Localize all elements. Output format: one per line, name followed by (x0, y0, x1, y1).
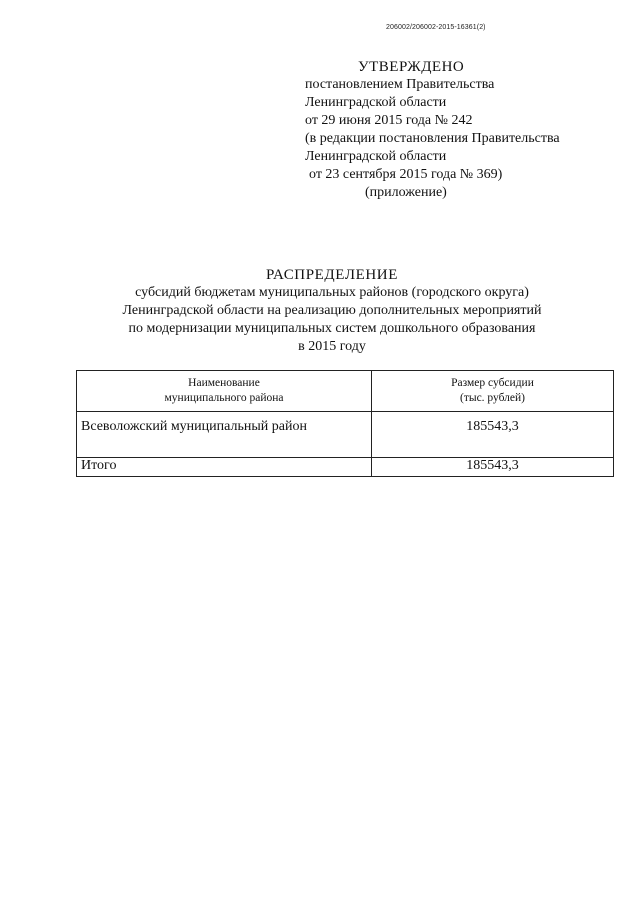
approval-line: (в редакции постановления Правительства (305, 131, 560, 146)
distribution-subtitle-line: Ленинградской области на реализацию дополнительных мероприятий (122, 303, 542, 318)
distribution-title: РАСПРЕДЕЛЕНИЕ (265, 267, 398, 283)
header-text: муниципального района (164, 392, 284, 404)
document-id: 206002/206002-2015-16361(2) (386, 24, 486, 31)
header-cell-district (77, 371, 372, 412)
distribution-subtitle-line: по модернизации муниципальных систем дошкольного образования (128, 321, 536, 336)
approval-line: от 29 июня 2015 года № 242 (305, 113, 473, 128)
header-text: Наименование (188, 377, 260, 389)
subsidy-distribution-table (76, 370, 614, 477)
approval-title: УТВЕРЖДЕНО (358, 59, 465, 75)
table-row (77, 412, 614, 458)
subsidy-amount-cell: 185543,3 (372, 412, 614, 458)
table-header-row (77, 371, 614, 412)
table-total-row (77, 458, 614, 477)
approval-line: постановлением Правительства (305, 77, 495, 92)
distribution-heading (0, 266, 640, 356)
approval-block (305, 58, 605, 202)
header-text: Размер субсидии (451, 377, 534, 389)
header-cell-amount (372, 371, 614, 412)
header-text: (тыс. рублей) (459, 392, 526, 404)
approval-line: Ленинградской области (305, 95, 447, 110)
total-amount-cell: 185543,3 (372, 458, 614, 477)
distribution-subtitle-line: субсидий бюджетам муниципальных районов (городского округа) (135, 285, 529, 300)
approval-appendix-note: (приложение) (365, 185, 447, 200)
total-label-cell: Итого (77, 458, 372, 477)
approval-line: Ленинградской области (305, 149, 447, 164)
district-name-cell: Всеволожский муниципальный район (77, 412, 372, 458)
approval-line: от 23 сентября 2015 года № 369) (309, 167, 503, 182)
distribution-subtitle-line: в 2015 году (298, 339, 366, 354)
